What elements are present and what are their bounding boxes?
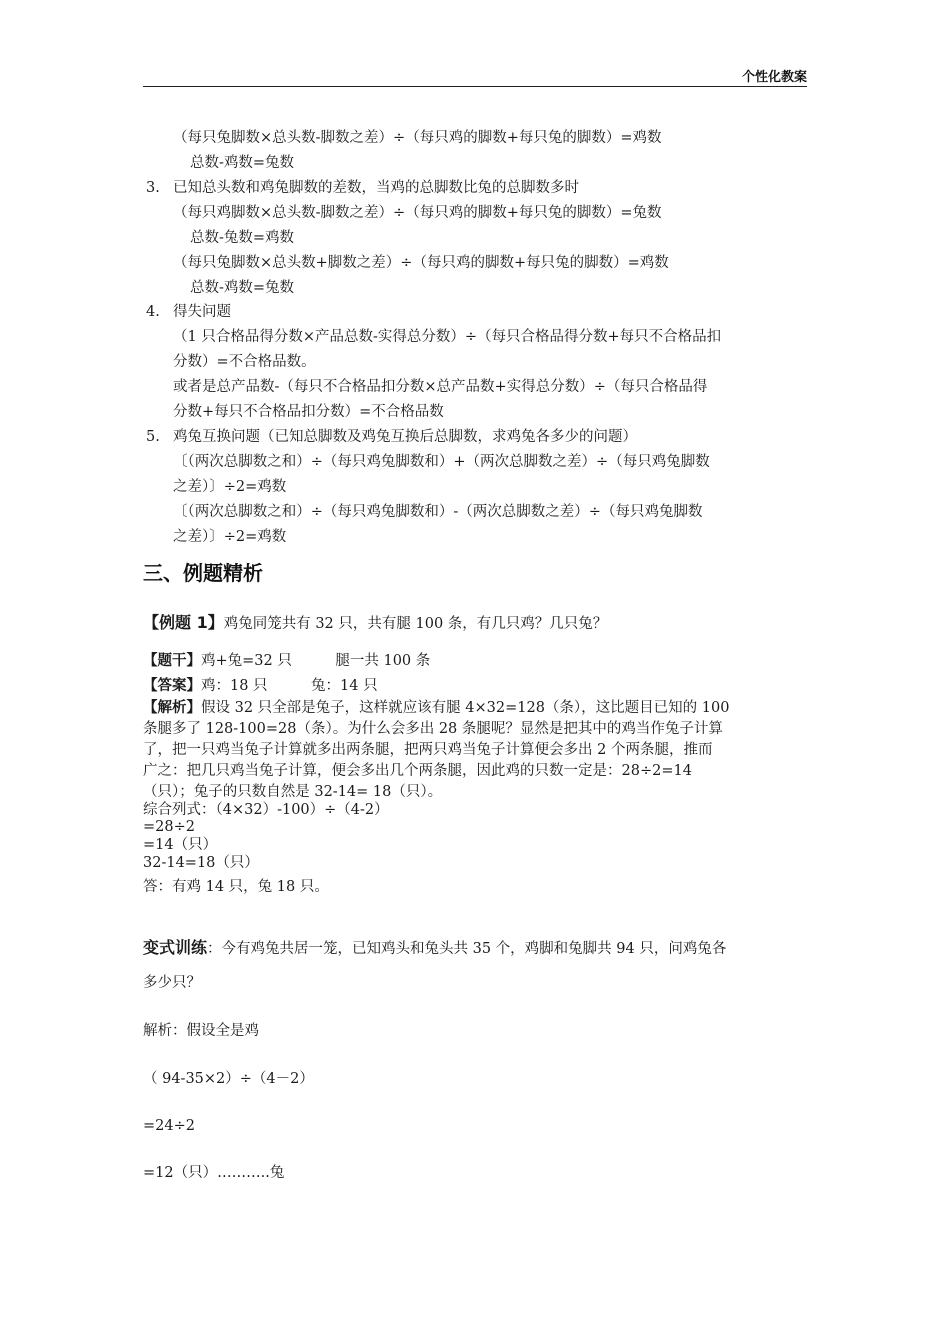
calc-line: =14（只） — [143, 837, 218, 853]
variant-colon: ： — [207, 941, 222, 957]
formula-line: 总数-兔数=鸡数 — [190, 230, 295, 246]
formula-line: （每只兔脚数×总头数+脚数之差）÷（每只鸡的脚数+每只兔的脚数）=鸡数 — [173, 255, 669, 271]
stem-tag: 【题干】 — [143, 653, 201, 669]
formula-line: 分数+每只不合格品扣分数）=不合格品数 — [173, 404, 444, 420]
stem-line — [143, 652, 430, 670]
analysis-line: 了，把一只鸡当兔子计算就多出两条腿，把两只鸡当兔子计算便会多出 2 个两条腿，推而 — [143, 742, 713, 758]
formula-line: 总数-鸡数=兔数 — [190, 155, 295, 171]
list-number: 3. — [146, 180, 160, 196]
calc-line: 32-14=18（只） — [143, 855, 259, 871]
analysis-tag: 【解析】 — [143, 700, 201, 716]
formula-line: 〔（两次总脚数之和）÷（每只鸡兔脚数和）+（两次总脚数之差）÷（每只鸡兔脚数 — [173, 454, 710, 470]
list-number: 5. — [146, 429, 160, 445]
analysis-line: 广之：把几只鸡当兔子计算，便会多出几个两条腿，因此鸡的只数一定是：28÷2=14 — [143, 763, 692, 779]
formula-line: （每只鸡脚数×总头数-脚数之差）÷（每只鸡的脚数+每只兔的脚数）=兔数 — [173, 205, 662, 221]
variant-step: =24÷2 — [143, 1118, 195, 1134]
analysis-line: 条腿多了 128-100=28（条）。为什么会多出 28 条腿呢？显然是把其中的鸡当作兔子计算 — [143, 721, 723, 737]
answer-text: 鸡：18 只 兔：14 只 — [201, 678, 378, 694]
formula-line: 或者是总产品数-（每只不合格品扣分数×总产品数+实得总分数）÷（每只合格品得 — [173, 379, 708, 395]
calc-line: 综合列式：（4×32）-100）÷（4-2） — [143, 802, 389, 818]
header-rule — [143, 86, 807, 87]
list-number: 4. — [146, 304, 160, 320]
example-question-text: 鸡兔同笼共有 32 只，共有腿 100 条，有几只鸡？几只兔？ — [223, 616, 608, 632]
calc-line: =28÷2 — [143, 819, 195, 835]
formula-line: （1 只合格品得分数×产品总数-实得总分数）÷（每只合格品得分数+每只不合格品扣 — [173, 329, 722, 345]
variant-analysis: 解析：假设全是鸡 — [143, 1023, 259, 1039]
analysis-text: 假设 32 只全部是兔子，这样就应该有腿 4×32=128（条），这比题目已知的 100 — [201, 700, 730, 716]
example-tag: 【例题 1】 — [143, 613, 224, 632]
list-item-title: 得失问题 — [173, 304, 231, 320]
analysis-line: （只）；兔子的只数自然是 32-14= 18（只）。 — [143, 784, 443, 800]
stem-text: 鸡+兔=32 只 腿一共 100 条 — [201, 653, 431, 669]
final-answer: 答：有鸡 14 只，兔 18 只。 — [143, 879, 329, 895]
list-item-title: 鸡兔互换问题（已知总脚数及鸡兔互换后总脚数，求鸡兔各多少的问题） — [173, 429, 637, 445]
formula-line: （每只兔脚数×总头数-脚数之差）÷（每只鸡的脚数+每只兔的脚数）=鸡数 — [173, 130, 662, 146]
formula-line: 总数-鸡数=兔数 — [190, 280, 295, 296]
variant-step: （ 94-35×2）÷（4－2） — [143, 1071, 314, 1087]
formula-line: 分数）=不合格品数。 — [173, 354, 316, 370]
formula-line: 之差）〕÷2=鸡数 — [173, 529, 287, 545]
variant-question-cont: 多少只？ — [143, 975, 201, 991]
formula-line: 之差）〕÷2=鸡数 — [173, 479, 287, 495]
answer-line — [143, 677, 378, 695]
answer-tag: 【答案】 — [143, 678, 201, 694]
example-question — [143, 614, 607, 633]
formula-line: 〔（两次总脚数之和）÷（每只鸡兔脚数和）-（两次总脚数之差）÷（每只鸡兔脚数 — [173, 504, 703, 520]
variant-tag: 变式训练 — [143, 938, 208, 957]
variant-step: =12（只）………..兔 — [143, 1165, 285, 1181]
header-title: 个性化教案 — [741, 70, 807, 85]
list-item-title: 已知总头数和鸡兔脚数的差数，当鸡的总脚数比兔的总脚数多时 — [173, 180, 579, 196]
variant-question — [143, 939, 726, 958]
section-title: 三、例题精析 — [143, 561, 263, 585]
analysis-line — [143, 699, 729, 717]
variant-question-text: 今有鸡兔共居一笼，已知鸡头和兔头共 35 个，鸡脚和兔脚共 94 只，问鸡兔各 — [221, 941, 727, 957]
